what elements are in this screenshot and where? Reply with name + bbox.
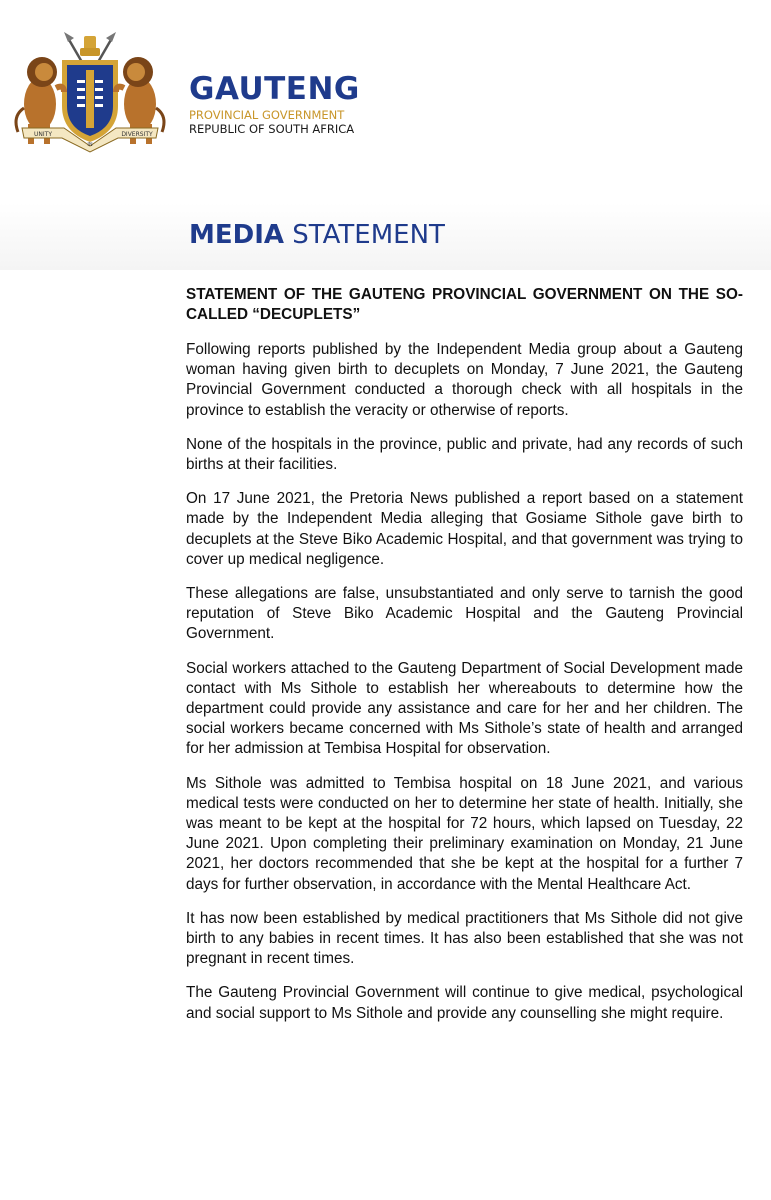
paragraph: On 17 June 2021, the Pretoria News published a report based on a statement made by the Independent Media alleging that Gosiame Sithole gave birth to decuplets at the Steve Biko Academic Hospital, and that government was trying to cover up medical negligence. [186,490,743,568]
document-type-title [189,218,445,252]
motto-center: IN [87,142,93,148]
shield [62,60,118,142]
paragraph: Ms Sithole was admitted to Tembisa hospital on 18 June 2021, and various medical tests were conducted on her to determine her state of health. Initially, she was meant to be kept at the hospital for 72 hours, which lapsed on Tuesday, 22 June 2021. Upon completing their preliminary examination on Monday, 21 June 2021, her doctors recommended that she be kept at the hospital for a further 7 days for further observation, in accordance with the Mental Healthcare Act. [186,774,743,893]
paragraph: The Gauteng Provincial Government will continue to give medical, psychological and social support to Ms Sithole and provide any counselling she might require. [186,984,743,1022]
paragraph: Following reports published by the Independent Media group about a Gauteng woman having given birth to decuplets on Monday, 7 June 2021, the Gauteng Provincial Government conducted a thorough check with all hospitals in the province to establish the veracity or otherwise of reports. [186,341,743,419]
document-type-rest: STATEMENT [284,220,445,250]
paragraph: Social workers attached to the Gauteng Department of Social Development made contact with Ms Sithole to establish her whereabouts to determine how the department could provide any assistance and care for her and her children. The social workers became concerned with Ms Sithole’s state of health and arranged for her admission at Tembisa Hospital for observation. [186,659,743,758]
country-name: REPUBLIC OF SOUTH AFRICA [189,122,355,136]
statement-heading: STATEMENT OF THE GAUTENG PROVINCIAL GOVERNMENT ON THE SO-CALLED “DECUPLETS” [186,286,743,323]
coat-of-arms-icon [6,28,174,154]
document-type-bold: MEDIA [189,220,285,250]
organization-subtitle: PROVINCIAL GOVERNMENT [189,108,345,122]
motto-left: UNITY [34,131,52,138]
organization-name: GAUTENG [189,71,360,107]
paragraph: These allegations are false, unsubstantiated and only serve to tarnish the good reputation of Steve Biko Academic Hospital and the Gauteng Provincial Government. [186,585,743,643]
paragraph: It has now been established by medical practitioners that Ms Sithole did not give birth to any babies in recent times. It has also been established that she was not pregnant in recent times. [186,909,743,968]
motto-right: DIVERSITY [121,131,153,138]
statement-body [186,285,743,1038]
paragraph: None of the hospitals in the province, public and private, had any records of such births at their facilities. [186,435,743,474]
organization-brand [189,72,360,136]
